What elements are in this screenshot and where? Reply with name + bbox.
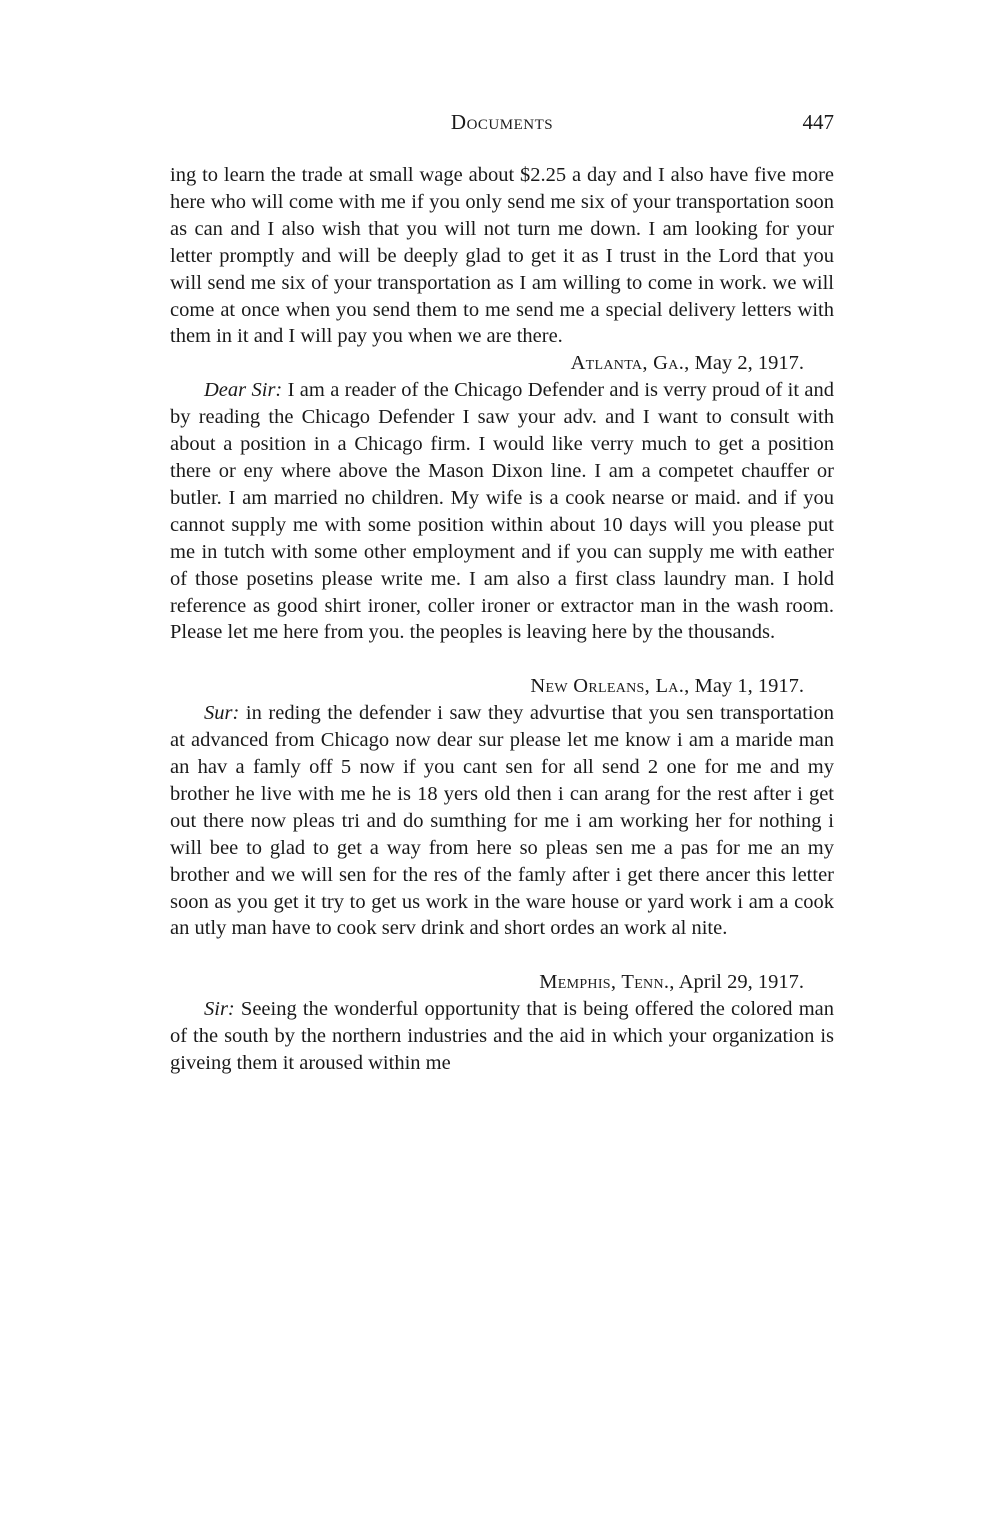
running-title: Documents: [450, 110, 554, 134]
letter-atlanta-body: [170, 377, 834, 646]
dateline-date: May 1, 1917.: [694, 675, 804, 698]
page-number: 447: [802, 110, 834, 134]
salutation: Dear Sir:: [204, 379, 283, 402]
dateline-date: May 2, 1917.: [694, 352, 804, 375]
dateline-new-orleans: [170, 673, 834, 700]
letter-text: Seeing the wonderful opportunity that is being offered the colored man of the south by the northern industries and the aid in which your organization is giveing them it aroused within me: [170, 998, 834, 1075]
running-head: [170, 110, 834, 140]
letter-new-orleans-body: [170, 700, 834, 942]
dateline-atlanta: [170, 350, 834, 377]
letter-text: I am a reader of the Chicago Defender and is verry proud of it and by reading the Chicago Defender I saw your adv. and I want to consult with about a position in a Chicago firm. I would like verry much to get a position there or eny where above the Mason Dixon line. I am a competet chauffer or butler. I am married no children. My wife is a cook nearse or maid. and if you cannot supply me with some position within about 10 days will you please put me in tutch with some other employment and if you can supply me with eather of those posetins please write me. I am also a first class laundry man. I hold reference as good shirt ironer, coller ironer or extractor man in the wash room. Please let me here from you. the peoples is leaving here by the thousands.: [170, 379, 834, 644]
letter-memphis-body: [170, 996, 834, 1077]
salutation: Sir:: [204, 998, 235, 1021]
letter-continuation: ing to learn the trade at small wage about $2.25 a day and I also have five more here who will come with me if you only send me six of your transportation soon as can and I also wish that you will not turn me down. I am looking for your letter promptly and will be deeply glad to get it as I trust in the Lord that you will send me six of your transportation as I am willing to come in work. we will come at once when you send them to me send me a special delivery letters with them in it and I will pay you when we are there.: [170, 164, 834, 348]
dateline-date: April 29, 1917.: [678, 971, 804, 994]
dateline-memphis: [170, 969, 834, 996]
body-text: [170, 162, 834, 1077]
salutation: Sur:: [204, 702, 240, 725]
dateline-place: Atlanta, Ga.,: [570, 352, 690, 375]
dateline-place: Memphis, Tenn.,: [539, 971, 675, 994]
letter-text: in reding the defender i saw they advurtise that you sen transportation at advanced from Chicago now dear sur please let me know i am a maride man an hav a famly off 5 now if you cant sen for all send 2 one for me and my brother he live with me he is 18 yers old then i can arang for the rest after i get out there now pleas tri and do sumthing for me i am working her for nothing i will bee to glad to get a way from here so pleas sen me a pas for me an my brother and we will sen for the res of the famly after i get there ancer this letter soon as you get it try to get us work in the ware house or yard work i am a cook an utly man have to cook serv drink and short ordes an work al nite.: [170, 702, 834, 940]
dateline-place: New Orleans, La.,: [530, 675, 690, 698]
